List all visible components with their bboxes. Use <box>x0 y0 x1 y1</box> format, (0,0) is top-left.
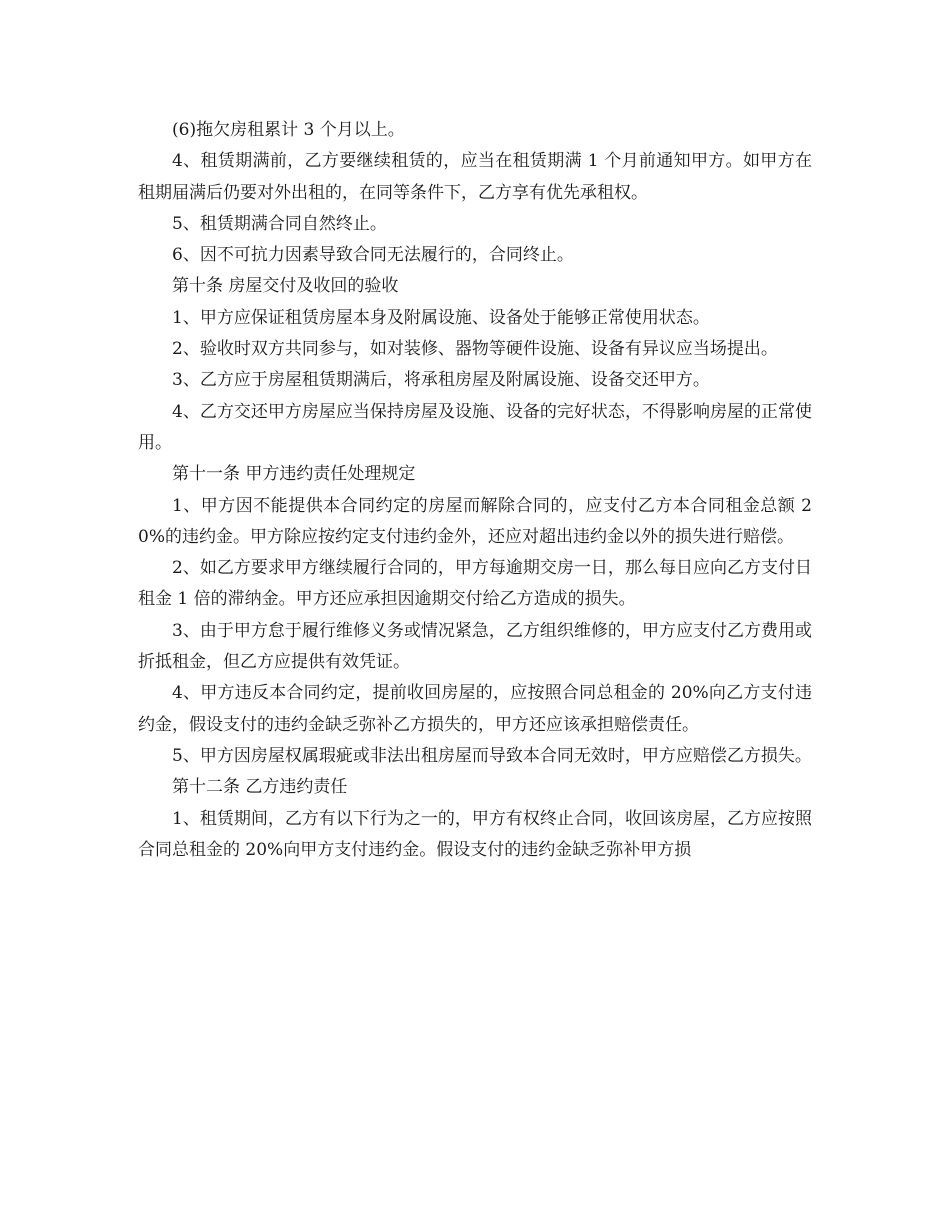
paragraph-renewal-notice: 4、租赁期满前，乙方要继续租赁的，应当在租赁期满 1 个月前通知甲方。如甲方在租期届满后仍要对外出租的，在同等条件下，乙方享有优先承租权。 <box>138 151 812 203</box>
paragraph-landlord-breach-3: 3、由于甲方怠于履行维修义务或情况紧急，乙方组织维修的，甲方应支付乙方费用或折抵租金，但乙方应提供有效凭证。 <box>138 620 812 673</box>
paragraph-landlord-breach-4: 4、甲方违反本合同约定，提前收回房屋的，应按照合同总租金的 20%向乙方支付违约金，假设支付的违约金缺乏弥补乙方损失的，甲方还应该承担赔偿责任。 <box>138 683 812 735</box>
paragraph-joint-inspection: 2、验收时双方共同参与，如对装修、器物等硬件设施、设备有异议应当场提出。 <box>172 339 778 360</box>
paragraph-force-majeure: 6、因不可抗力因素导致合同无法履行的，合同终止。 <box>172 245 574 266</box>
paragraph-landlord-breach-2: 2、如乙方要求甲方继续履行合同的，甲方每逾期交房一日，那么每日应向乙方支付日租金 1 倍的滞纳金。甲方还应承担因逾期交付给乙方造成的损失。 <box>138 558 812 610</box>
paragraph-landlord-guarantee: 1、甲方应保证租赁房屋本身及附属设施、设备处于能够正常使用状态。 <box>172 307 710 328</box>
paragraph-lease-expiry: 5、租赁期满合同自然终止。 <box>172 213 387 234</box>
section-heading-article-11: 第十一条 甲方违约责任处理规定 <box>172 464 416 485</box>
paragraph-good-condition: 4、乙方交还甲方房屋应当保持房屋及设施、设备的完好状态，不得影响房屋的正常使用。 <box>138 401 812 453</box>
paragraph-landlord-breach-5: 5、甲方因房屋权属瑕疵或非法出租房屋而导致本合同无效时，甲方应赔偿乙方损失。 <box>172 745 812 766</box>
document-body <box>138 115 812 866</box>
paragraph-item-6-overdue-rent: (6)拖欠房租累计 3 个月以上。 <box>172 120 405 140</box>
paragraph-tenant-breach-1: 1、租赁期间，乙方有以下行为之一的，甲方有权终止合同，收回该房屋，乙方应按照合同总租金的 20%向甲方支付违约金。假设支付的违约金缺乏弥补甲方损 <box>138 808 812 860</box>
section-heading-article-10: 第十条 房屋交付及收回的验收 <box>172 276 399 297</box>
paragraph-return-property: 3、乙方应于房屋租赁期满后，将承租房屋及附属设施、设备交还甲方。 <box>172 370 710 391</box>
section-heading-article-12: 第十二条 乙方违约责任 <box>172 777 348 798</box>
paragraph-landlord-breach-1: 1、甲方因不能提供本合同约定的房屋而解除合同的，应支付乙方本合同租金总额 20%的违约金。甲方除应按约定支付违约金外，还应对超出违约金以外的损失进行赔偿。 <box>138 495 812 547</box>
